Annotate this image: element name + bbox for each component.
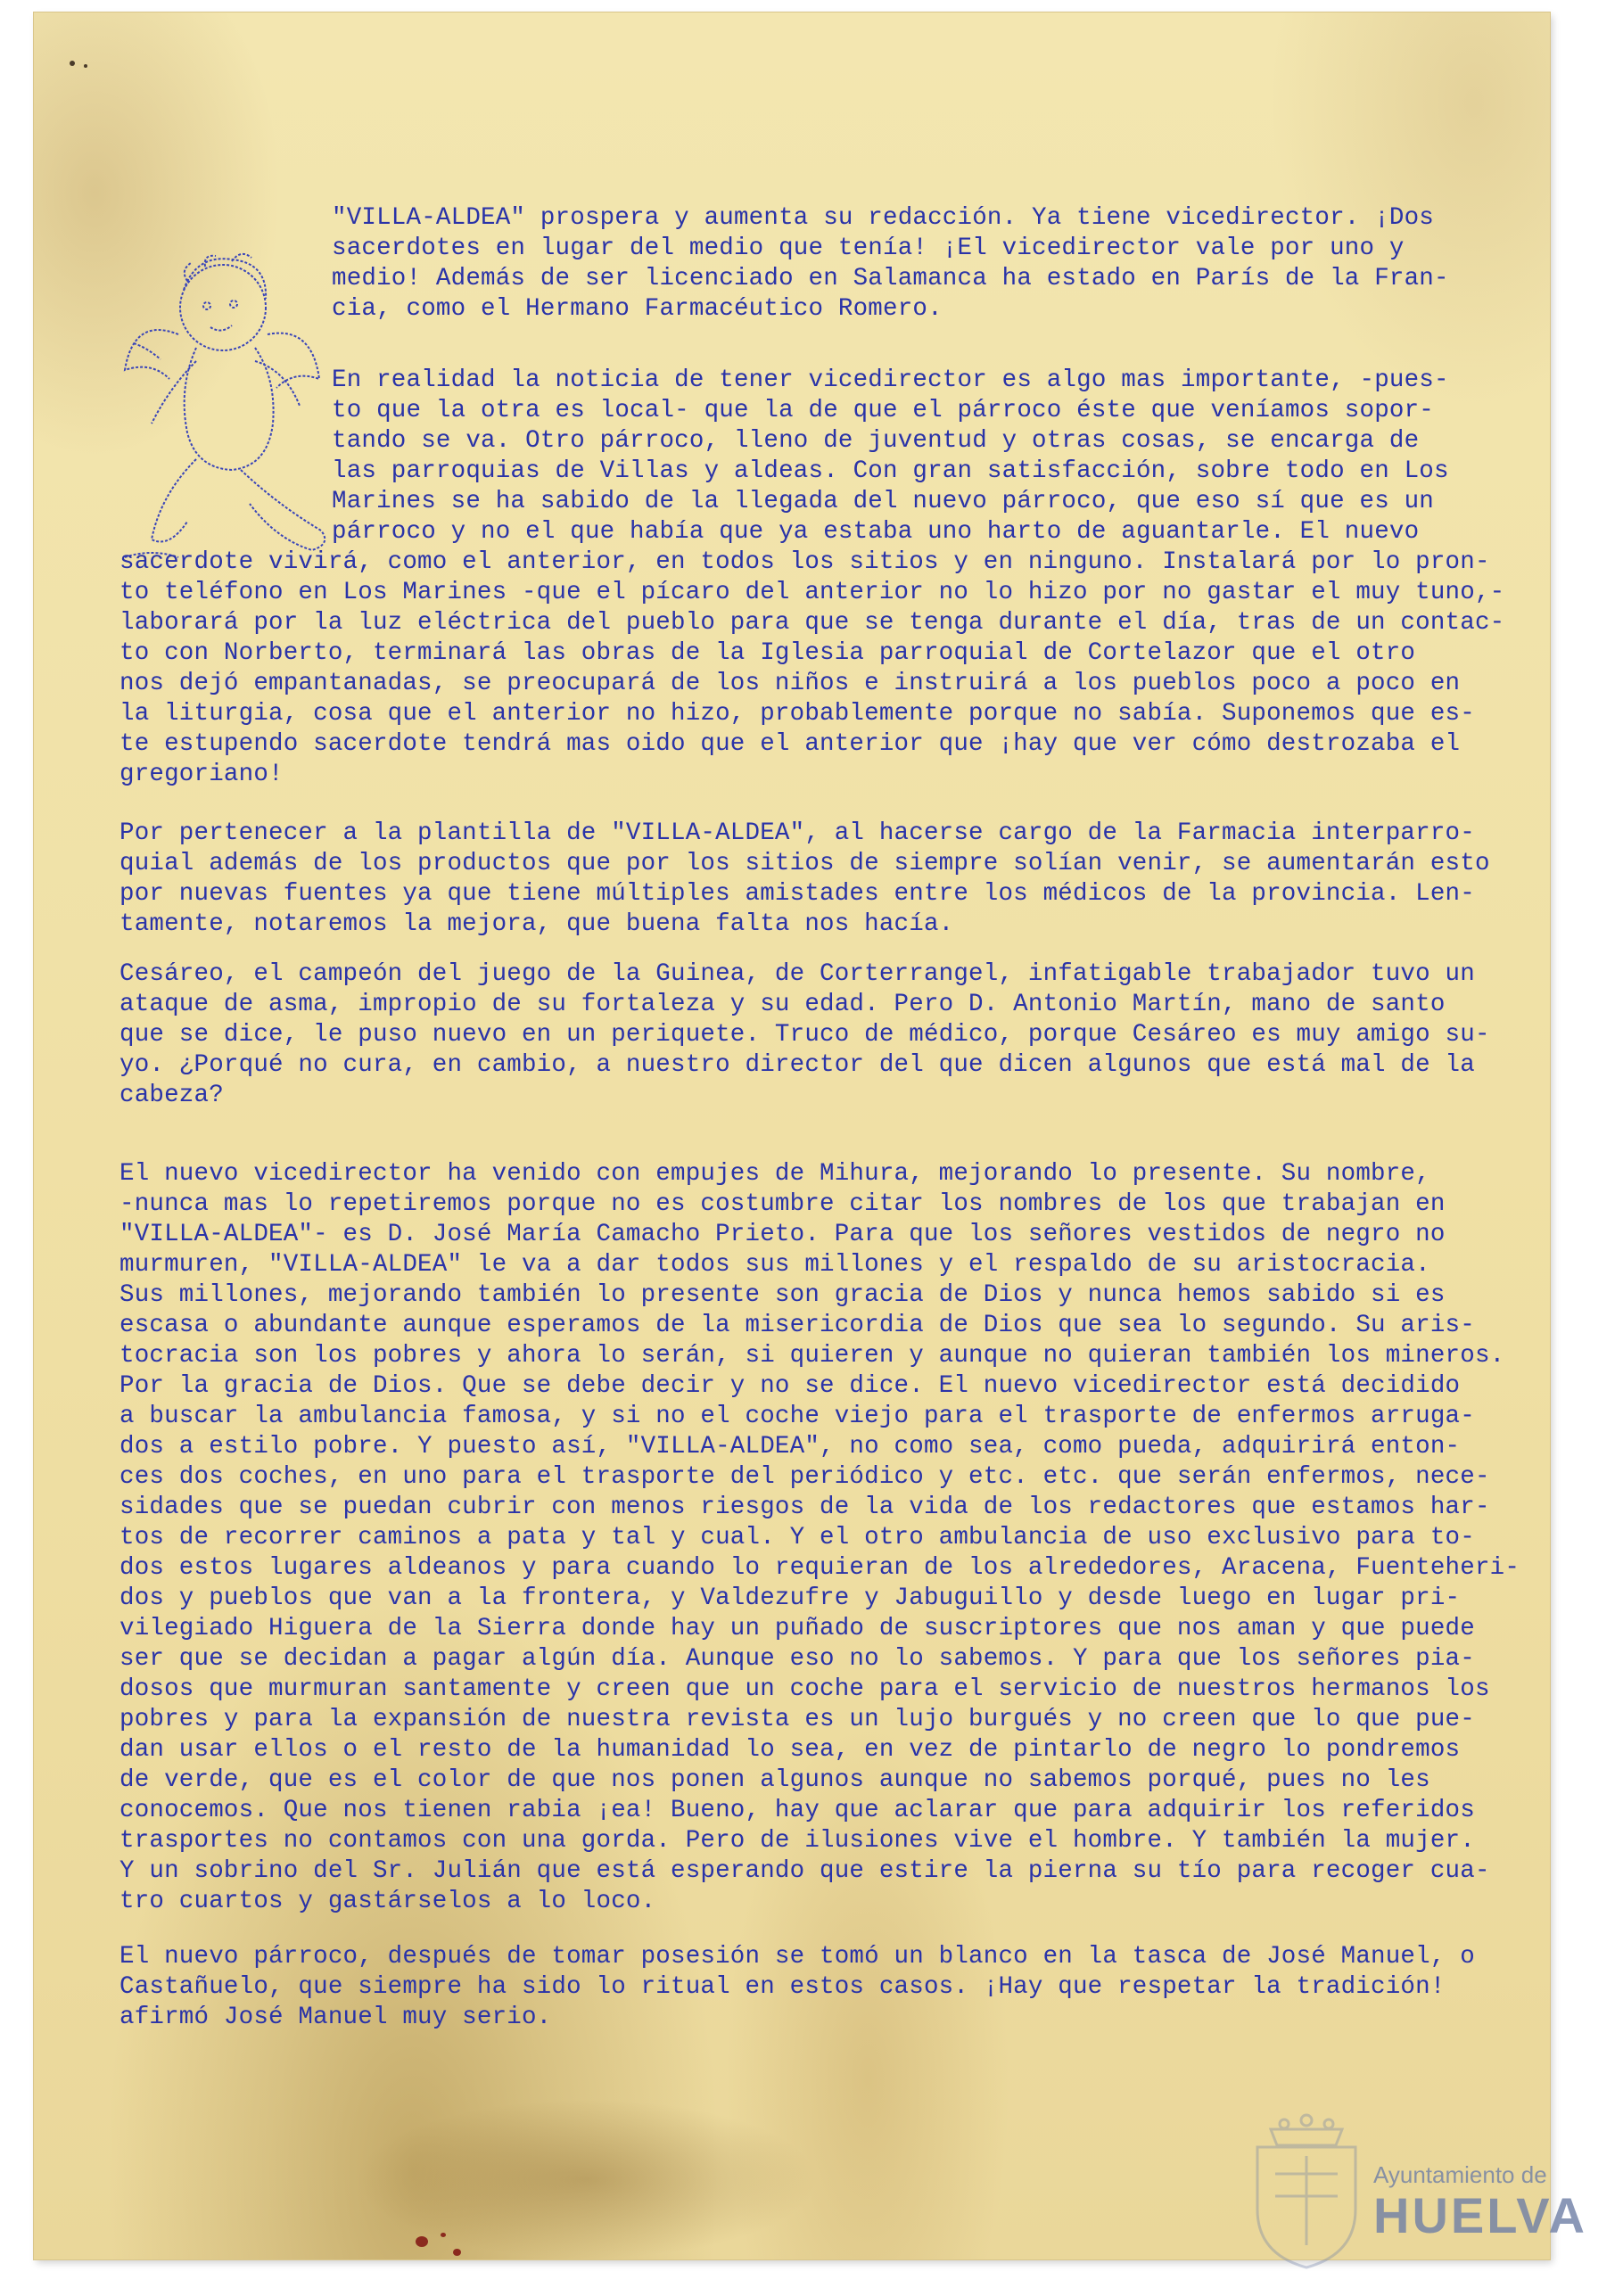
text-line: sacerdotes en lugar del medio que tenía! ¡El vicedirector vale por uno y	[332, 235, 1405, 262]
text-line: a buscar la ambulancia famosa, y si no el coche viejo para el trasporte de enfermos arruga-	[119, 1403, 1475, 1430]
paragraph-2	[332, 366, 1449, 547]
text-line: El nuevo párroco, después de tomar posesión se tomó un blanco en la tasca de José Manuel, o	[119, 1943, 1475, 1971]
text-line: escasa o abundante aunque esperamos de la misericordia de Dios que sea lo segundo. Su aris-	[119, 1312, 1475, 1339]
text-line: ataque de asma, impropio de su fortaleza y su edad. Pero D. Antonio Martín, mano de santo	[119, 991, 1446, 1018]
text-line: te estupendo sacerdote tendrá mas oido que el anterior que ¡hay que ver cómo destrozaba el	[119, 730, 1461, 758]
text-line: to teléfono en Los Marines -que el pícaro del anterior no lo hizo por no gastar el muy tuno,-	[119, 579, 1505, 606]
text-line: la liturgia, cosa que el anterior no hizo, probablemente porque no sabía. Suponemos que es-	[119, 700, 1475, 728]
text-line: Castañuelo, que siempre ha sido lo ritual en estos casos. ¡Hay que respetar la tradición!	[119, 1973, 1446, 2001]
red-speck	[416, 2236, 428, 2247]
text-line: to que la otra es local- que la de que el párroco éste que veníamos sopor-	[332, 397, 1434, 424]
dark-speck	[70, 61, 75, 66]
text-line: Marines se ha sabido de la llegada del nuevo párroco, que eso sí que es un	[332, 488, 1434, 515]
text-line: párroco y no el que había que ya estaba uno harto de aguantarle. El nuevo	[332, 518, 1420, 546]
paragraph-4	[119, 959, 1490, 1111]
red-speck	[441, 2233, 446, 2237]
watermark-subtitle: Ayuntamiento de	[1373, 2161, 1547, 2188]
dark-speck	[84, 64, 87, 68]
paragraph-1	[332, 203, 1449, 325]
paragraph-2-continued	[119, 547, 1504, 790]
text-line: que se dice, le puso nuevo en un periquete. Truco de médico, porque Cesáreo es muy amigo su-	[119, 1021, 1490, 1049]
watermark-title: HUELVA	[1373, 2187, 1587, 2243]
text-line: Cesáreo, el campeón del juego de la Guinea, de Corterrangel, infatigable trabajador tuvo un	[119, 960, 1475, 988]
text-line: tro cuartos y gastárselos a lo loco.	[119, 1888, 656, 1915]
text-line: Sus millones, mejorando también lo presente son gracia de Dios y nunca hemos sabido si es	[119, 1281, 1446, 1309]
text-line: sidades que se puedan cubrir con menos riesgos de la vida de los redactores que estamos har-	[119, 1494, 1490, 1521]
cherub-illustration-icon	[98, 236, 348, 575]
text-line: dan usar ellos o el resto de la humanidad lo sea, en vez de pintarlo de negro lo pondremos	[119, 1736, 1461, 1764]
text-line: murmuren, "VILLA-ALDEA" le va a dar todos sus millones y el respaldo de su aristocracia.	[119, 1251, 1430, 1279]
text-line: dos a estilo pobre. Y puesto así, "VILLA-ALDEA", no como sea, como pueda, adquirirá enton-	[119, 1433, 1461, 1461]
text-line: En realidad la noticia de tener vicedirector es algo mas importante, -pues-	[332, 366, 1449, 394]
red-speck	[453, 2249, 461, 2256]
text-line: El nuevo vicedirector ha venido con empujes de Mihura, mejorando lo presente. Su nombre,	[119, 1160, 1430, 1188]
text-line: trasportes no contamos con una gorda. Pero de ilusiones vive el hombre. Y también la mujer.	[119, 1827, 1475, 1855]
text-line: quial además de los productos que por los sitios de siempre solían venir, se aumentarán esto	[119, 850, 1490, 877]
text-line: Y un sobrino del Sr. Julián que está esperando que estire la pierna su tío para recoger cua-	[119, 1857, 1490, 1885]
text-line: conocemos. Que nos tienen rabia ¡ea! Bueno, hay que aclarar que para adquirir los referidos	[119, 1797, 1475, 1824]
paragraph-6	[119, 1942, 1475, 2033]
text-line: nos dejó empantanadas, se preocupará de los niños e instruirá a los pueblos poco a poco en	[119, 670, 1461, 697]
text-line: de verde, que es el color de que nos ponen algunos aunque no sabemos porqué, pues no les	[119, 1766, 1430, 1794]
text-line: -nunca mas lo repetiremos porque no es costumbre citar los nombres de los que trabajan en	[119, 1190, 1446, 1218]
text-line: tos de recorrer caminos a pata y tal y cual. Y el otro ambulancia de uso exclusivo para to-	[119, 1524, 1475, 1551]
text-line: vilegiado Higuera de la Sierra donde hay un puñado de suscriptores que nos aman y que puede	[119, 1615, 1475, 1642]
text-line: Por pertenecer a la plantilla de "VILLA-ALDEA", al hacerse cargo de la Farmacia interparro-	[119, 819, 1475, 847]
text-line: dos y pueblos que van a la frontera, y Valdezufre y Jabuguillo y desde luego en lugar pri-	[119, 1584, 1461, 1612]
text-line: yo. ¿Porqué no cura, en cambio, a nuestro director del que dicen algunos que está mal de la	[119, 1051, 1475, 1079]
paragraph-3	[119, 819, 1490, 940]
text-line: ser que se decidan a pagar algún día. Aunque eso no lo sabemos. Y para que los señores pia-	[119, 1645, 1475, 1673]
text-line: por nuevas fuentes ya que tiene múltiples amistades entre los médicos de la provincia. Len-	[119, 880, 1475, 908]
text-line: "VILLA-ALDEA"- es D. José María Camacho Prieto. Para que los señores vestidos de negro no	[119, 1221, 1446, 1248]
text-line: "VILLA-ALDEA" prospera y aumenta su redacción. Ya tiene vicedirector. ¡Dos	[332, 204, 1434, 232]
text-line: sacerdote vivirá, como el anterior, en todos los sitios y en ninguno. Instalará por lo pron-	[119, 548, 1490, 576]
brown-stain	[355, 2099, 819, 2259]
text-line: las parroquias de Villas y aldeas. Con gran satisfacción, sobre todo en Los	[332, 457, 1449, 485]
text-line: tocracia son los pobres y ahora lo serán, si quieren y aunque no quieran también los mineros.	[119, 1342, 1505, 1370]
text-line: medio! Además de ser licenciado en Salamanca ha estado en París de la Fran-	[332, 265, 1449, 292]
text-line: cia, como el Hermano Farmacéutico Romero.	[332, 295, 943, 323]
text-line: ces dos coches, en uno para el trasporte del periódico y etc. etc. que serán enfermos, nece-	[119, 1463, 1490, 1491]
text-line: dos estos lugares aldeanos y para cuando lo requieran de los alrededores, Aracena, Fuenteheri-	[119, 1554, 1520, 1582]
text-line: afirmó José Manuel muy serio.	[119, 2004, 552, 2031]
text-line: tamente, notaremos la mejora, que buena falta nos hacía.	[119, 910, 954, 938]
paragraph-5	[119, 1159, 1520, 1917]
text-line: cabeza?	[119, 1082, 224, 1109]
text-line: Por la gracia de Dios. Que se debe decir y no se dice. El nuevo vicedirector está decidido	[119, 1372, 1461, 1400]
text-line: laborará por la luz eléctrica del pueblo para que se tenga durante el día, tras de un contac-	[119, 609, 1505, 637]
text-line: to con Norberto, terminará las obras de la Iglesia parroquial de Cortelazor que el otro	[119, 639, 1416, 667]
text-line: tando se va. Otro párroco, lleno de juventud y otras cosas, se encarga de	[332, 427, 1420, 455]
text-line: pobres y para la expansión de nuestra revista es un lujo burgués y no creen que lo que pue-	[119, 1706, 1475, 1733]
text-line: gregoriano!	[119, 761, 284, 788]
text-line: dosos que murmuran santamente y creen que un coche para el servicio de nuestros hermanos los	[119, 1675, 1490, 1703]
